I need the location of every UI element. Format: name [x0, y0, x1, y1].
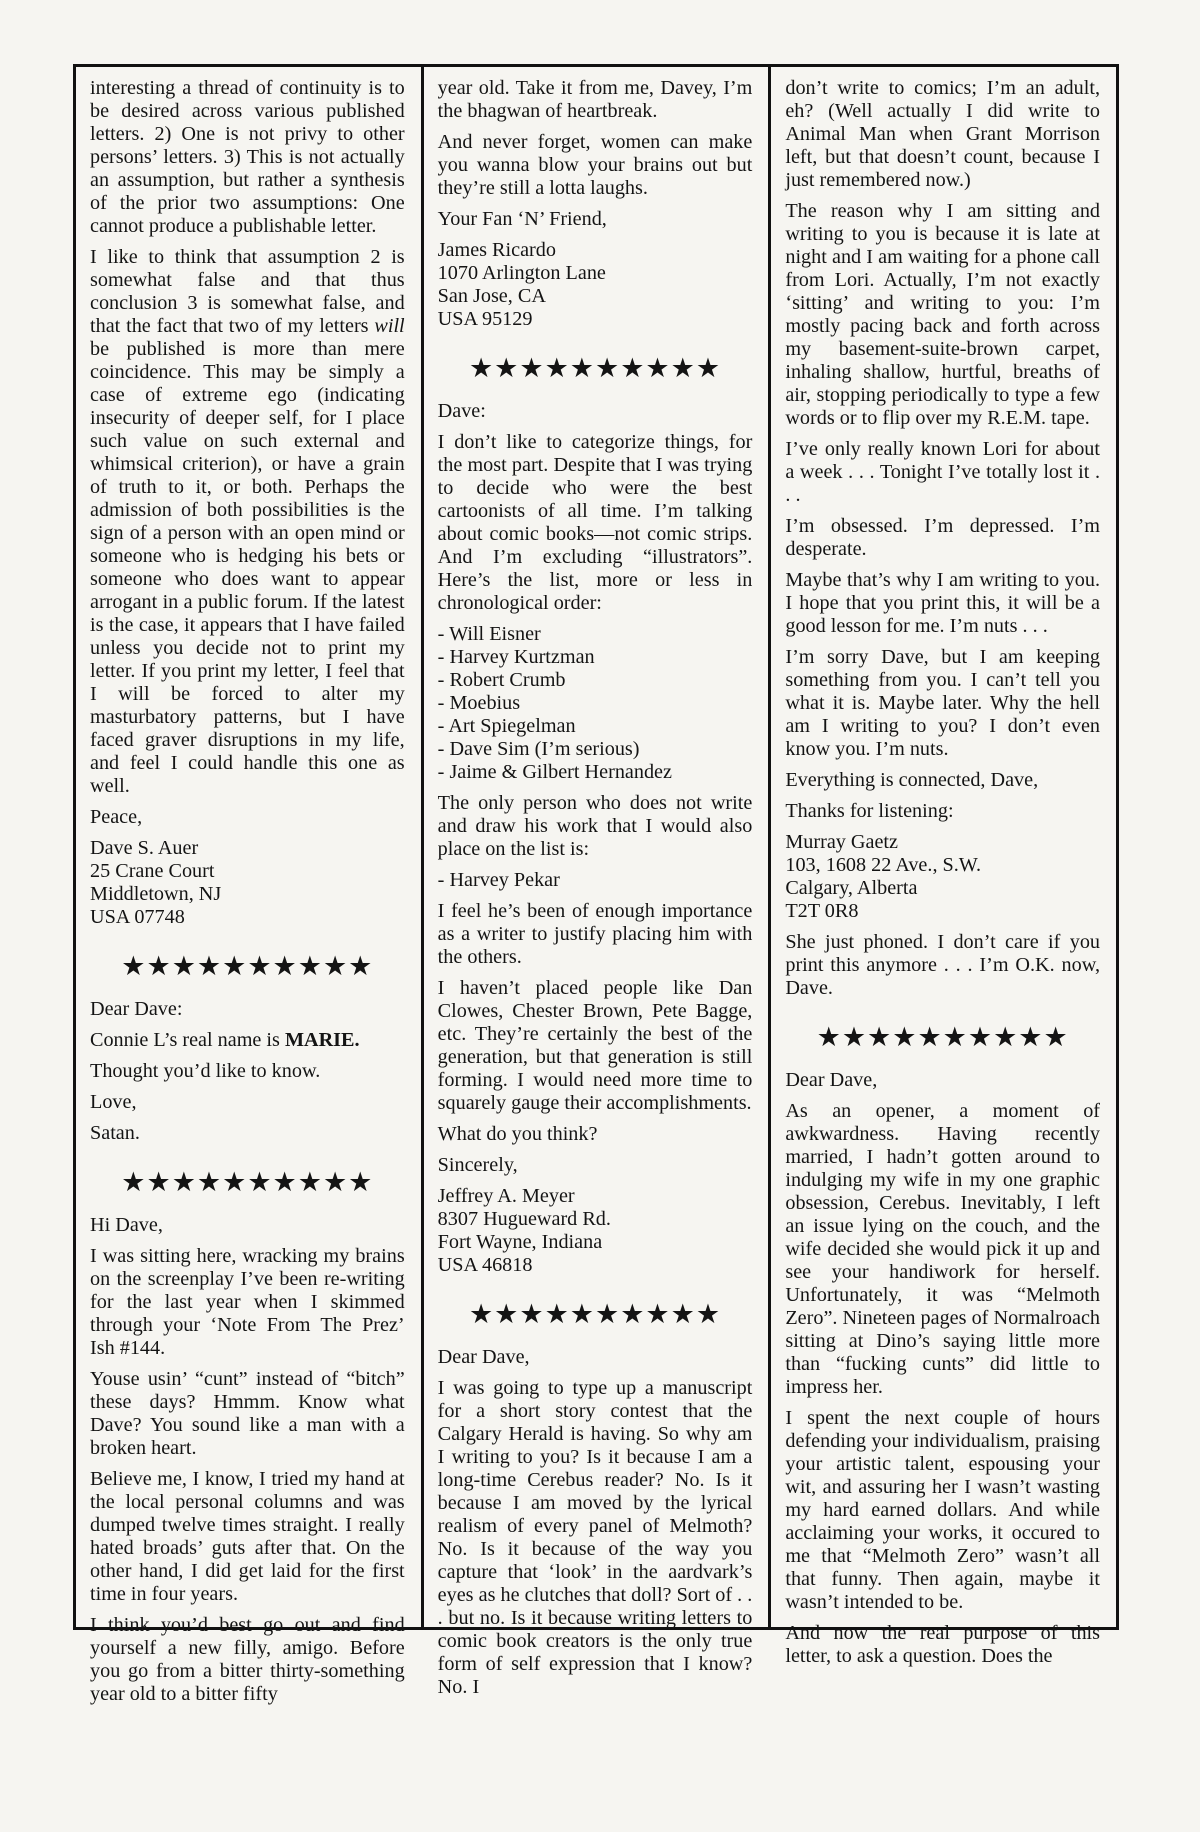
star-separator: ★★★★★★★★★★ [121, 1167, 374, 1198]
star-separator: ★★★★★★★★★★ [468, 1299, 722, 1330]
list-item: - Moebius [437, 692, 521, 714]
sign-off: Thanks for listening: [785, 800, 954, 822]
paragraph: Maybe that’s why I am writing to you. I hope that you print this, it will be a good lesson for me. I’m nuts . . . [785, 569, 1101, 637]
paragraph: don’t write to comics; I’m an adult, eh? (Well actually I did write to Animal Man when Grant Morrison left, but that doesn’t count, because I just remembered now.) [785, 77, 1101, 191]
address-block: James Ricardo 1070 Arlington Lane San Jose, CA USA 95129 [437, 239, 606, 330]
paragraph: Thought you’d like to know. [90, 1060, 321, 1082]
paragraph: I don’t like to categorize things, for the most part. Despite that I was trying to decide who were the best cartoonists of all time. I’m talking about comic books—not comic strips. And I’m excluding “illustrators”. Here’s the list, more or less in chronological order: [437, 431, 753, 614]
sign-off: Peace, [90, 806, 143, 828]
list-item: - Robert Crumb [437, 669, 566, 691]
salutation: Dave: [437, 400, 486, 422]
column-3 [768, 67, 1116, 1667]
list-item: - Jaime & Gilbert Hernandez [437, 761, 672, 783]
paragraph: interesting a thread of continuity is to be desired across various published letters. 2) One is not privy to other persons’ letters. 3) This is not actually an assumption, but rather a synthesis of the prior two assumptions: One cannot produce a publishable letter. [90, 77, 405, 237]
star-separator: ★★★★★★★★★★ [121, 951, 374, 982]
sign-off: Your Fan ‘N’ Friend, [437, 208, 607, 230]
list-item: - Harvey Pekar [437, 869, 560, 891]
paragraph: I was going to type up a manuscript for a short story contest that the Calgary Herald is having. So why am I writing to you? Is it because I am a long-time Cerebus reader? No. Is it because I am moved by the lyrical realism of every panel of Melmoth? No. Is it because of the way you capture that ‘look’ in the aardvark’s eyes as he clutches that doll? Sort of . . . but no. Is it because writing letters to comic book creators is the only true form of self expression that I know? No. I [437, 1377, 753, 1698]
paragraph: I’m obsessed. I’m depressed. I’m desperate. [785, 515, 1101, 560]
address-block: Dave S. Auer 25 Crane Court Middletown, NJ USA 07748 [90, 837, 222, 928]
address-block: Jeffrey A. Meyer 8307 Hugueward Rd. Fort Wayne, Indiana USA 46818 [437, 1185, 611, 1276]
list-item: - Dave Sim (I’m serious) [437, 738, 640, 760]
paragraph: year old. Take it from me, Davey, I’m the bhagwan of heartbreak. [437, 77, 753, 122]
salutation: Dear Dave, [437, 1346, 530, 1368]
list-item: - Harvey Kurtzman [437, 646, 595, 668]
paragraph: I’m sorry Dave, but I am keeping something from you. I can’t tell you what it is. Maybe later. Why the hell am I writing to you? I don’t even know you. I’m nuts. [785, 646, 1101, 760]
paragraph: And now the real purpose of this letter, to ask a question. Does the [785, 1622, 1101, 1667]
paragraph: The only person who does not write and draw his work that I would also place on the list is: [437, 792, 753, 860]
paragraph: I’ve only really known Lori for about a week . . . Tonight I’ve totally lost it . . . [785, 438, 1101, 506]
paragraph: I spent the next couple of hours defending your individualism, praising your artistic talent, espousing your wit, and assuring her I wasn’t wasting my hard earned dollars. And while acclaiming your works, it occured to me that “Melmoth Zero” wasn’t all that funny. Then again, maybe it wasn’t intended to be. [785, 1407, 1101, 1613]
paragraph: Believe me, I know, I tried my hand at the local personal columns and was dumped twelve times straight. I really hated broads’ guts after that. On the other hand, I did get laid for the first time in four years. [90, 1468, 405, 1605]
sign-off: Sincerely, [437, 1154, 518, 1176]
bold-name: MARIE. [284, 1029, 360, 1051]
salutation: Hi Dave, [90, 1214, 163, 1236]
salutation: Dear Dave, [785, 1069, 878, 1091]
paragraph: Youse usin’ “cunt” instead of “bitch” these days? Hmmm. Know what Dave? You sound like a man with a broken heart. [90, 1368, 405, 1459]
paragraph: I like to think that assumption 2 is somewhat false and that thus conclusion 3 is somewhat false, and that the fact that two of my letters will be published is more than mere coincidence. This may be simply a case of extreme ego (indicating insecurity of deeper self, for I place such value on such external and whimsical criterion), or have a grain of truth to it, or both. Perhaps the admission of both possibilities is the sign of a person with an open mind or someone who is hedging his bets or someone who does want to appear arrogant in a public forum. If the latest is the case, it appears that I have failed unless you decide not to print my letter. If you print my letter, I feel that I will be forced to alter my masturbatory patterns, but I have faced graver disruptions in my life, and feel I could handle this one as well. [90, 246, 405, 797]
paragraph: I feel he’s been of enough importance as a writer to justify placing him with the others. [437, 900, 753, 968]
emphasis: will [374, 315, 405, 337]
paragraph: I was sitting here, wracking my brains on the screenplay I’ve been re-writing for the last year when I skimmed through your ‘Note From The Prez’ Ish #144. [90, 1245, 405, 1359]
list-item: - Art Spiegelman [437, 715, 576, 737]
column-2 [421, 67, 769, 1698]
paragraph: The reason why I am sitting and writing to you is because it is late at night and I am waiting for a phone call from Lori. Actually, I’m not exactly ‘sitting’ and writing to you: I’m mostly pacing back and forth across my basement-suite-brown carpet, inhaling shallow, hurtful, breaths of air, stopping periodically to type a few words or to flip over my R.E.M. tape. [785, 200, 1101, 429]
salutation: Dear Dave: [90, 998, 183, 1020]
list-item: - Will Eisner [437, 623, 541, 645]
paragraph: She just phoned. I don’t care if you print this anymore . . . I’m O.K. now, Dave. [785, 931, 1101, 999]
paragraph: As an opener, a moment of awkwardness. Having recently married, I hadn’t gotten around to indulging my wife in my one graphic obsession, Cerebus. Inevitably, I left an issue lying on the couch, and the wife decided she would pick it up and see your handiwork for herself. Unfortunately, it was “Melmoth Zero”. Nineteen pages of Normalroach sitting at Dino’s saying little more than “fucking cunts” did little to impress her. [785, 1100, 1101, 1398]
paragraph: I haven’t placed people like Dan Clowes, Chester Brown, Pete Bagge, etc. They’re certainly the best of the generation, but that generation is still forming. I would need more time to squarely gauge their accomplishments. [437, 977, 753, 1114]
letters-frame [73, 64, 1119, 1705]
paragraph: Connie L’s real name is MARIE. [90, 1029, 360, 1051]
cartoonist-list [438, 623, 753, 784]
column-1 [76, 67, 421, 1705]
paragraph: What do you think? [437, 1123, 598, 1145]
address-block: Murray Gaetz 103, 1608 22 Ave., S.W. Calgary, Alberta T2T 0R8 [785, 831, 982, 922]
sign-off: Love, [90, 1091, 137, 1113]
star-separator: ★★★★★★★★★★ [816, 1022, 1069, 1053]
paragraph: Everything is connected, Dave, [785, 769, 1039, 791]
star-separator: ★★★★★★★★★★ [468, 353, 722, 384]
signature: Satan. [90, 1122, 140, 1144]
paragraph: And never forget, women can make you wanna blow your brains out but they’re still a lotta laughs. [437, 131, 753, 199]
paragraph: I think you’d best go out and find yourself a new filly, amigo. Before you go from a bitter thirty-something year old to a bitter fifty [90, 1614, 405, 1705]
